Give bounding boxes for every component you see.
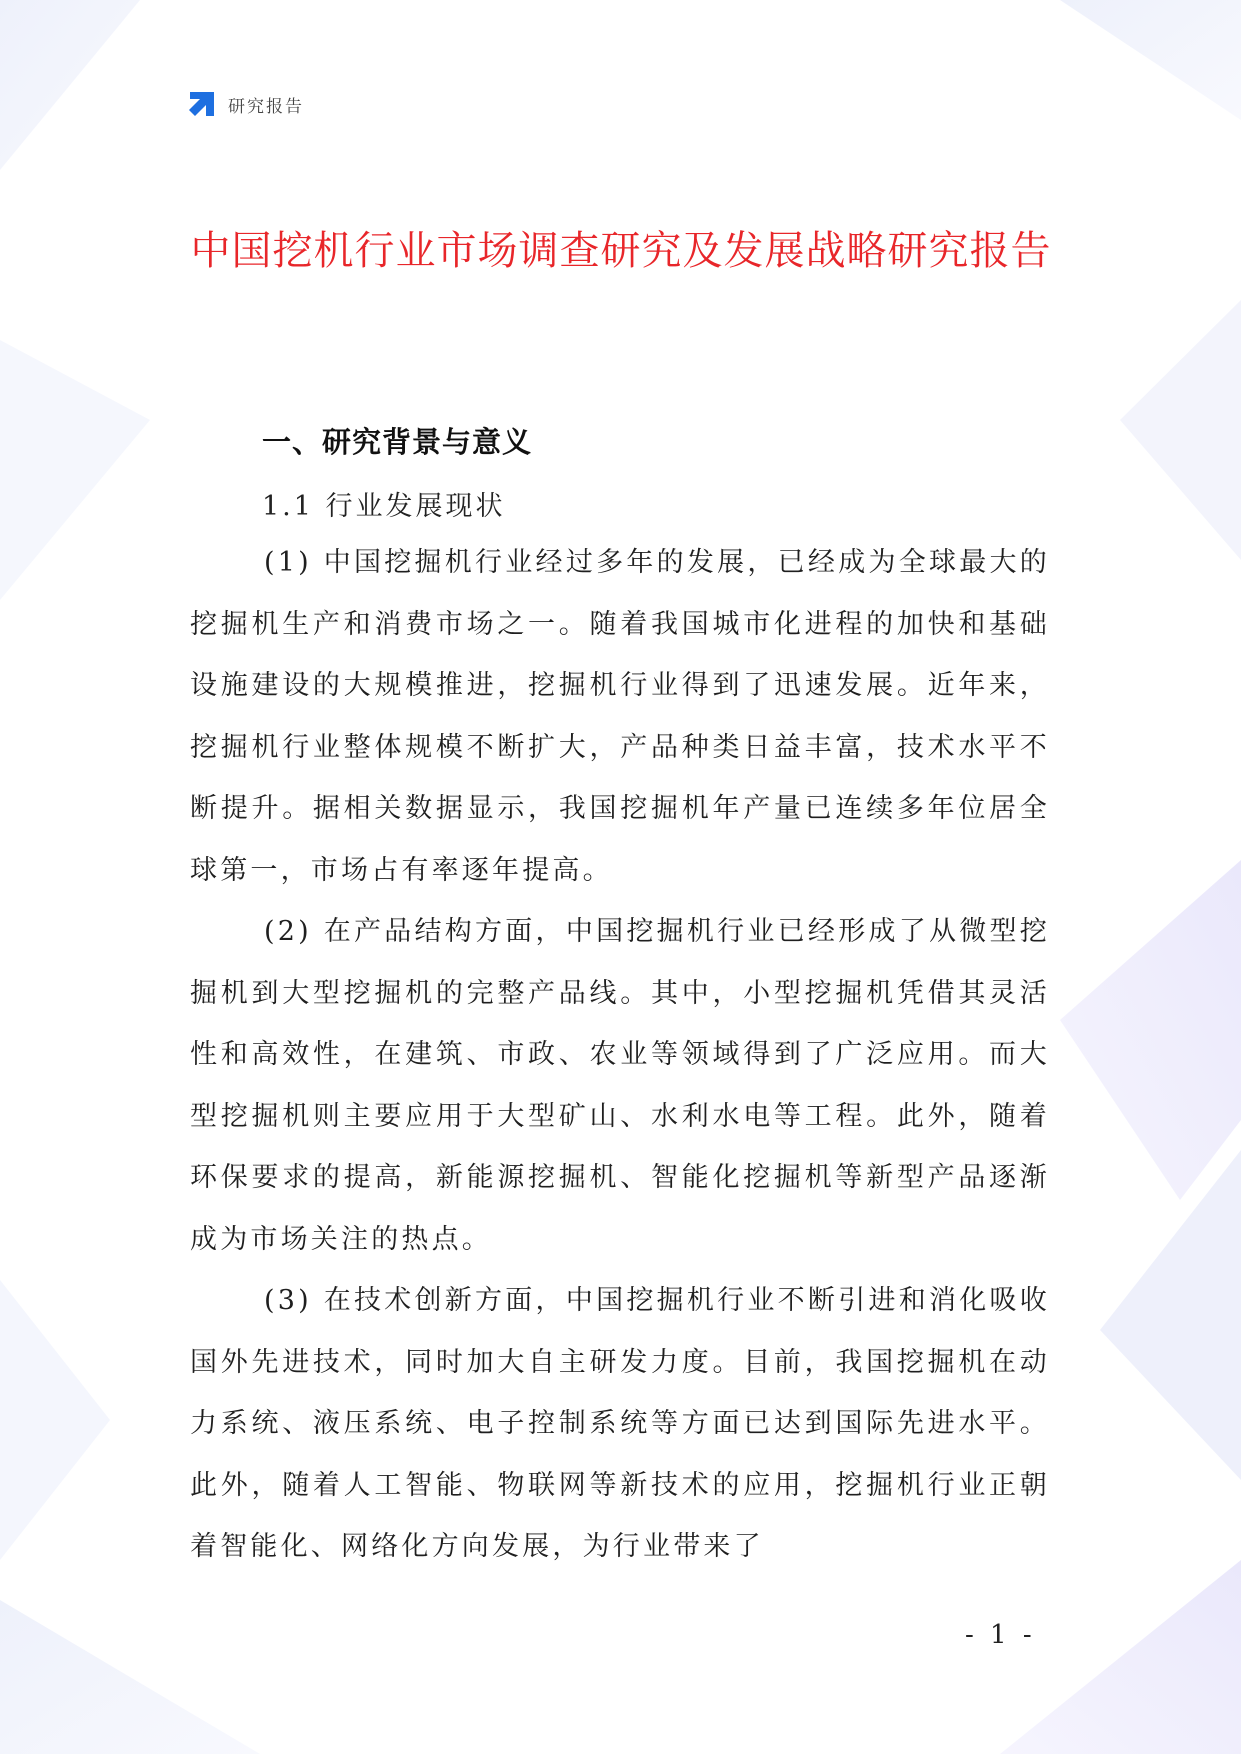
bg-shape-right-lower [1100,1150,1241,1480]
bg-shape-right-mid [1060,860,1241,1200]
bg-shape-bottom-right [1000,1560,1241,1754]
bg-shape-top-right [1060,0,1241,120]
bg-shape-right-upper [1120,300,1241,560]
header-label: 研究报告 [228,96,304,117]
bg-shape-top-left [0,0,140,170]
subsection-heading: 1.1 行业发展现状 [262,491,506,522]
section-heading: 一、研究背景与意义 [262,425,533,459]
report-header [186,88,304,120]
page-number: - 1 - [965,1620,1036,1650]
body-text [190,532,1050,1578]
document-title: 中国挖机行业市场调查研究及发展战略研究报告 [190,228,1052,274]
arrow-up-right-icon [186,88,218,120]
paragraph-1: (1) 中国挖掘机行业经过多年的发展，已经成为全球最大的挖掘机生产和消费市场之一。随着我国城市化进程的加快和基础设施建设的大规模推进，挖掘机行业得到了迅速发展。近年来，挖掘机行业整体规模不断扩大，产品种类日益丰富，技术水平不断提升。据相关数据显示，我国挖掘机年产量已连续多年位居全球第一，市场占有率逐年提高。 [190,547,1050,886]
bg-shape-left-mid [0,340,150,600]
bg-shape-bottom-left [0,1600,260,1754]
bg-shape-left-lower [0,1280,110,1560]
paragraph-3: (3) 在技术创新方面，中国挖掘机行业不断引进和消化吸收国外先进技术，同时加大自主研发力度。目前，我国挖掘机在动力系统、液压系统、电子控制系统等方面已达到国际先进水平。此外，随着人工智能、物联网等新技术的应用，挖掘机行业正朝着智能化、网络化方向发展，为行业带来了 [190,1285,1050,1562]
paragraph-2: (2) 在产品结构方面，中国挖掘机行业已经形成了从微型挖掘机到大型挖掘机的完整产品线。其中，小型挖掘机凭借其灵活性和高效性，在建筑、市政、农业等领域得到了广泛应用。而大型挖掘机则主要应用于大型矿山、水利水电等工程。此外，随着环保要求的提高，新能源挖掘机、智能化挖掘机等新型产品逐渐成为市场关注的热点。 [190,916,1050,1255]
